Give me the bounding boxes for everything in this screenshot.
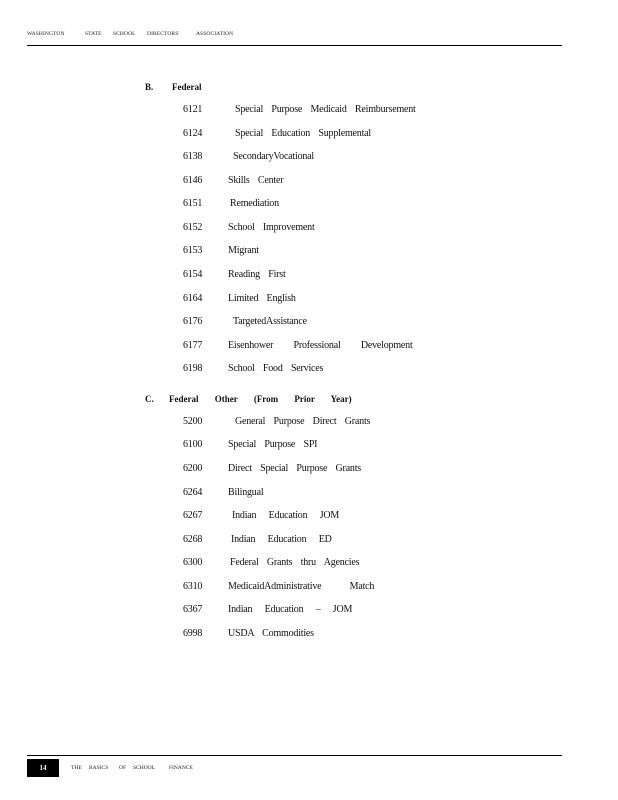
account-code: 6198: [183, 363, 203, 374]
account-description: SecondaryVocational: [233, 151, 314, 162]
header-word: WASHINGTON: [27, 31, 65, 37]
account-description: Migrant: [228, 245, 259, 256]
section-letter: C.: [145, 394, 154, 404]
account-description: General Purpose Direct Grants: [235, 416, 371, 427]
account-code: 6138: [183, 151, 203, 162]
account-code: 6176: [183, 316, 203, 327]
account-description: Bilingual: [228, 487, 264, 498]
account-code: 6267: [183, 510, 203, 521]
footer-word: FINANCE: [169, 765, 193, 771]
account-description: Limited English: [228, 293, 296, 304]
account-description: Federal Grants thru Agencies: [230, 557, 360, 568]
footer-word: THE: [71, 765, 82, 771]
header-rule: [27, 45, 562, 46]
footer-word: SCHOOL: [133, 765, 156, 771]
account-description: Eisenhower Professional Development: [228, 340, 413, 351]
account-description: Indian Education JOM: [232, 510, 340, 521]
account-code: 6121: [183, 104, 203, 115]
account-code: 6310: [183, 581, 203, 592]
account-code: 6367: [183, 604, 203, 615]
section-title: Federal Other (From Prior Year): [169, 394, 352, 404]
account-code: 6264: [183, 487, 203, 498]
account-description: Special Purpose Medicaid Reimbursement: [235, 104, 416, 115]
section-letter: B.: [145, 82, 154, 92]
account-description: Indian Education – JOM: [228, 604, 353, 615]
account-code: 6300: [183, 557, 203, 568]
account-description: Special Purpose SPI: [228, 439, 318, 450]
account-code: 6164: [183, 293, 203, 304]
account-code: 6200: [183, 463, 203, 474]
account-code: 6998: [183, 628, 203, 639]
footer-rule: [27, 755, 562, 756]
account-description: Remediation: [230, 198, 279, 209]
account-code: 6268: [183, 534, 203, 545]
header-word: STATE: [85, 31, 102, 37]
footer-word: OF: [119, 765, 127, 771]
header-word: ASSOCIATION: [196, 31, 234, 37]
page-number: 14: [27, 759, 59, 777]
account-description: Special Education Supplemental: [235, 128, 371, 139]
account-description: TargetedAssistance: [233, 316, 307, 327]
footer-word: BASICS: [89, 765, 109, 771]
account-description: School Improvement: [228, 222, 315, 233]
section-title: Federal: [172, 82, 202, 92]
header-word: DIRECTORS': [147, 31, 180, 37]
account-code: 6146: [183, 175, 203, 186]
account-code: 6154: [183, 269, 203, 280]
account-description: MedicaidAdministrative Match: [228, 581, 375, 592]
account-description: Direct Special Purpose Grants: [228, 463, 362, 474]
account-code: 6124: [183, 128, 203, 139]
account-code: 5200: [183, 416, 203, 427]
account-description: Reading First: [228, 269, 286, 280]
account-code: 6152: [183, 222, 203, 233]
account-description: School Food Services: [228, 363, 324, 374]
account-code: 6151: [183, 198, 203, 209]
account-code: 6100: [183, 439, 203, 450]
header-word: SCHOOL: [113, 31, 136, 37]
account-code: 6153: [183, 245, 203, 256]
account-code: 6177: [183, 340, 203, 351]
account-description: Skills Center: [228, 175, 284, 186]
account-description: USDA Commodities: [228, 628, 314, 639]
account-description: Indian Education ED: [231, 534, 332, 545]
